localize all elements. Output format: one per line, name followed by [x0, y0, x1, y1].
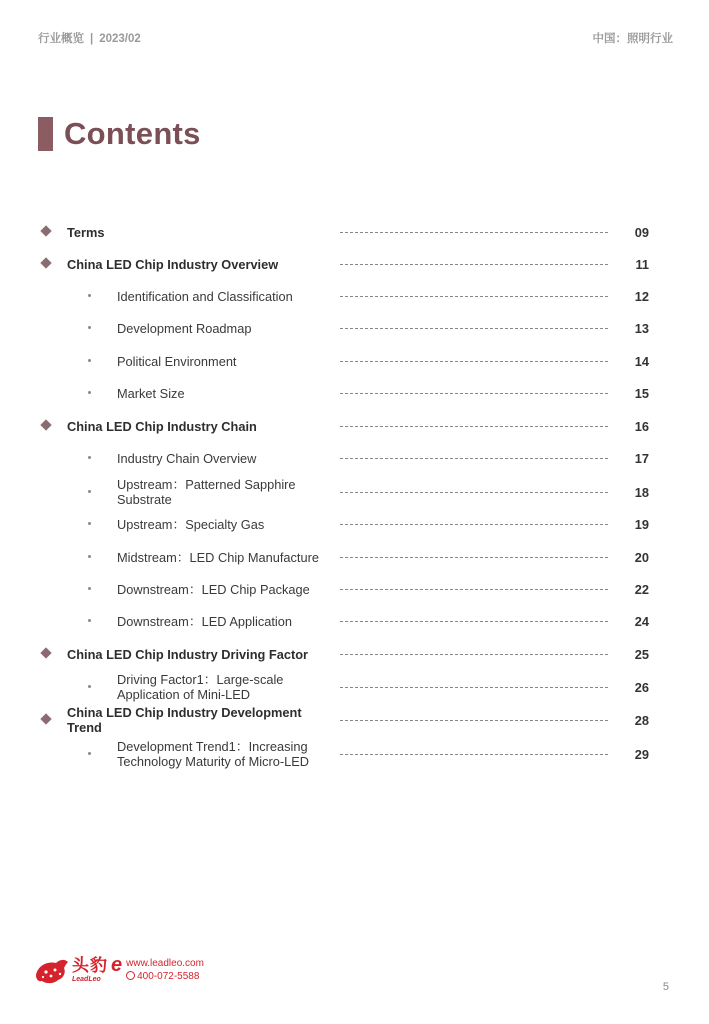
diamond-bullet-icon [40, 713, 51, 724]
toc-entry[interactable] [0, 604, 709, 638]
toc-entry[interactable] [0, 247, 709, 281]
header-separator: | [90, 33, 94, 45]
toc-page-number: 15 [634, 385, 649, 401]
toc-page-number: 18 [634, 484, 649, 500]
dot-bullet-icon [88, 294, 91, 297]
toc-page-number: 26 [634, 679, 649, 695]
dot-bullet-icon [88, 685, 91, 688]
phone-icon [126, 971, 135, 980]
logo-e-mark: e [111, 953, 123, 976]
toc-subsection-label: Midstream：LED Chip Manufacture [117, 549, 319, 565]
toc-entry[interactable] [0, 475, 709, 509]
dot-bullet-icon [88, 619, 91, 622]
phone-number: 400-072-5588 [137, 971, 200, 982]
toc-entry[interactable] [0, 376, 709, 410]
toc-entry[interactable] [0, 572, 709, 606]
toc-page-number: 24 [634, 613, 649, 629]
toc-entry[interactable] [0, 344, 709, 378]
toc-entry[interactable] [0, 279, 709, 313]
toc-entry[interactable] [0, 737, 709, 771]
header-region: 中国：照明行业 [592, 33, 673, 45]
toc-subsection-label: Downstream：LED Application [117, 613, 292, 629]
toc-entry[interactable] [0, 311, 709, 345]
dot-bullet-icon [88, 359, 91, 362]
toc-entry[interactable] [0, 670, 709, 704]
page-title-block [38, 116, 201, 152]
dotted-leader [340, 361, 608, 362]
toc-section-label: China LED Chip Industry Development Trend [67, 705, 302, 735]
toc-section-label: China LED Chip Industry Chain [67, 418, 257, 434]
dotted-leader [340, 754, 608, 755]
dot-bullet-icon [88, 522, 91, 525]
toc-page-number: 16 [634, 418, 649, 434]
toc-entry[interactable] [0, 409, 709, 443]
toc-subsection-label: Upstream：Patterned Sapphire Substrate [117, 477, 296, 507]
toc-entry[interactable] [0, 507, 709, 541]
toc-page-number: 13 [634, 320, 649, 336]
dotted-leader [340, 492, 608, 493]
dot-bullet-icon [88, 456, 91, 459]
logo-en-text: LeadLeo [72, 976, 101, 983]
dotted-leader [340, 426, 608, 427]
contact-info [126, 957, 204, 983]
header-date: 2023/02 [99, 33, 141, 45]
dotted-leader [340, 557, 608, 558]
dotted-leader [340, 328, 608, 329]
title-accent-bar [38, 117, 53, 151]
toc-entry[interactable] [0, 215, 709, 249]
toc-page-number: 25 [634, 646, 649, 662]
dot-bullet-icon [88, 490, 91, 493]
footer-brand [34, 955, 204, 985]
toc-page-number: 14 [634, 353, 649, 369]
diamond-bullet-icon [40, 647, 51, 658]
dot-bullet-icon [88, 752, 91, 755]
dotted-leader [340, 393, 608, 394]
phone-line [126, 970, 204, 983]
dot-bullet-icon [88, 587, 91, 590]
toc-subsection-label: Identification and Classification [117, 288, 293, 304]
header-left [38, 30, 141, 46]
page-number: 5 [662, 981, 669, 993]
toc-subsection-label: Development Roadmap [117, 320, 252, 336]
toc-page-number: 29 [634, 746, 649, 762]
toc-section-label: China LED Chip Industry Driving Factor [67, 646, 309, 662]
toc-entry[interactable] [0, 441, 709, 475]
leopard-logo-icon [34, 955, 70, 985]
toc-section-label: Terms [67, 224, 105, 240]
toc-subsection-label: Upstream：Specialty Gas [117, 516, 265, 532]
dotted-leader [340, 654, 608, 655]
header-category: 行业概览 [38, 33, 84, 45]
logo-cn-text: 头豹 [72, 956, 108, 975]
dot-bullet-icon [88, 326, 91, 329]
toc-entry[interactable] [0, 637, 709, 671]
dot-bullet-icon [88, 391, 91, 394]
toc-section-label: China LED Chip Industry Overview [67, 256, 279, 272]
dotted-leader [340, 621, 608, 622]
logo-wordmark [72, 956, 108, 984]
toc-entry[interactable] [0, 703, 709, 737]
toc-page-number: 17 [634, 450, 649, 466]
toc-subsection-label: Development Trend1：Increasing Technology Maturity of Micro-LED [117, 739, 310, 769]
dotted-leader [340, 296, 608, 297]
diamond-bullet-icon [40, 225, 51, 236]
toc-page-number: 19 [634, 516, 649, 532]
toc-page-number: 11 [635, 256, 649, 272]
toc-page-number: 22 [634, 581, 649, 597]
toc-subsection-label: Political Environment [117, 353, 237, 369]
dotted-leader [340, 458, 608, 459]
toc-subsection-label: Driving Factor1：Large-scale Application of Mini-LED [117, 672, 284, 702]
toc-page-number: 20 [634, 549, 649, 565]
toc-subsection-label: Industry Chain Overview [117, 450, 257, 466]
diamond-bullet-icon [40, 419, 51, 430]
dotted-leader [340, 264, 608, 265]
dotted-leader [340, 524, 608, 525]
dot-bullet-icon [88, 555, 91, 558]
page-title: Contents [64, 116, 201, 151]
dotted-leader [340, 232, 608, 233]
toc-page-number: 12 [634, 288, 649, 304]
toc-subsection-label: Downstream：LED Chip Package [117, 581, 310, 597]
dotted-leader [340, 589, 608, 590]
toc-page-number: 09 [634, 224, 649, 240]
diamond-bullet-icon [40, 257, 51, 268]
dotted-leader [340, 720, 608, 721]
toc-page-number: 28 [634, 712, 649, 728]
website-link[interactable]: www.leadleo.com [126, 958, 204, 969]
toc-entry[interactable] [0, 540, 709, 574]
dotted-leader [340, 687, 608, 688]
toc-subsection-label: Market Size [117, 385, 185, 401]
